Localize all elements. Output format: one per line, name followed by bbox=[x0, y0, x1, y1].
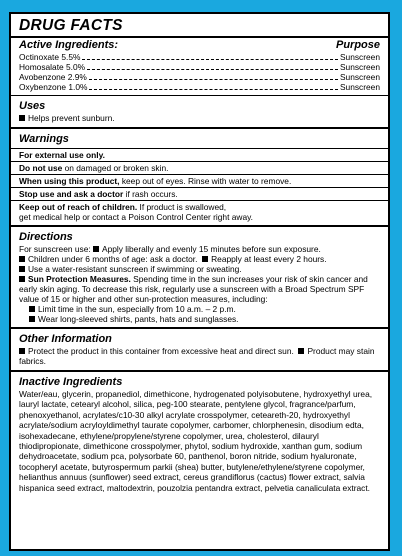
bullet-icon bbox=[29, 316, 35, 322]
active-ingredients-section bbox=[11, 14, 388, 96]
drug-facts-panel bbox=[9, 12, 390, 551]
when-using-warning: When using this product, keep out of eyes. Rinse with water to remove. bbox=[11, 174, 388, 187]
directions-line: Limit time in the sun, especially from 10 a.m. – 2 p.m. bbox=[19, 304, 380, 314]
bullet-icon bbox=[202, 256, 208, 262]
bullet-icon bbox=[19, 256, 25, 262]
active-ingredient-row: Octinoxate 5.5% Sunscreen bbox=[19, 52, 380, 62]
other-information-text: Protect the product in this container from excessive heat and direct sun. Product may stain fabrics. bbox=[19, 346, 375, 366]
bullet-icon bbox=[19, 115, 25, 121]
directions-section bbox=[11, 227, 388, 329]
active-ingredient-row: Oxybenzone 1.0% Sunscreen bbox=[19, 82, 380, 92]
uses-section bbox=[11, 96, 388, 129]
uses-item: Helps prevent sunburn. bbox=[28, 113, 115, 123]
active-ingredients-heading: Active Ingredients: bbox=[19, 39, 119, 51]
stop-use-warning: Stop use and ask a doctor if rash occurs. bbox=[11, 187, 388, 200]
purpose-heading: Purpose bbox=[335, 39, 380, 51]
bullet-icon bbox=[29, 306, 35, 312]
bullet-icon bbox=[93, 246, 99, 252]
bullet-icon bbox=[19, 276, 25, 282]
bullet-icon bbox=[19, 266, 25, 272]
directions-line: Use a water-resistant sunscreen if swimming or sweating. bbox=[19, 264, 380, 274]
sun-protection-measures: Sun Protection Measures. Spending time in the sun increases your risk of skin cancer and early skin aging. To decrease this risk, regularly use a sunscreen with a Broad Spectrum SPF value of 15 or higher and other sun-protection measures, including: bbox=[19, 274, 368, 304]
directions-line: Wear long-sleeved shirts, pants, hats and sunglasses. bbox=[19, 314, 380, 324]
other-information-heading: Other Information bbox=[19, 333, 112, 345]
inactive-ingredients-text: Water/eau, glycerin, propanediol, dimethicone, hydrogenated polyisobutene, hydroxyethyl urea, lauryl lactate, cetearyl alcohol, silica, peg-100 stearate, pentylene glycol, fragrance/parfum, phenoxyethanol, acrylates/c10-30 alkyl acrylate crosspolymer, ceteareth-20, hydroxyethyl acrylate/sodium acryloyldimethyl taurate copolymer, carbomer, chlorphenesin, disodium edta, isohexadecane, ethylene/propylene/styrene copolymer, urea, cholesterol, dilauryl thiodipropionate, dimethicone crosspolymer, phytol, sodium hydroxide, xanthan gum, sodium dehydroacetate, sodium pca, polysorbate 60, panthenol, boron nitride, sodium hyaluronate, tocopheryl acetate, butyrospermum parkii (shea) butter, butylene/ethylene/styrene copolymer, helianthus annuus (sunflower) seed extract, cereus grandiflorus (cactus) flower extract, salvia hispanica seed extract, maltodextrin, pouzolzia pentandra extract, pelvetia canaliculata extract. bbox=[19, 389, 373, 493]
inactive-ingredients-section bbox=[11, 372, 388, 493]
inactive-ingredients-heading: Inactive Ingredients bbox=[19, 376, 123, 388]
external-use-warning: For external use only. bbox=[11, 148, 388, 161]
active-ingredient-row: Homosalate 5.0% Sunscreen bbox=[19, 62, 380, 72]
keep-out-warning: Keep out of reach of children. If product is swallowed, get medical help or contact a Poison Control Center right away. bbox=[11, 200, 388, 223]
warnings-section bbox=[11, 129, 388, 227]
directions-line: For sunscreen use: Apply liberally and evenly 15 minutes before sun exposure. bbox=[19, 244, 321, 254]
drug-facts-title: DRUG FACTS bbox=[11, 14, 388, 38]
bullet-icon bbox=[19, 348, 25, 354]
bullet-icon bbox=[298, 348, 304, 354]
do-not-use-warning: Do not use on damaged or broken skin. bbox=[11, 161, 388, 174]
active-ingredient-row: Avobenzone 2.9% Sunscreen bbox=[19, 72, 380, 82]
other-information-section bbox=[11, 329, 388, 372]
uses-heading: Uses bbox=[19, 100, 46, 112]
directions-heading: Directions bbox=[19, 231, 73, 243]
warnings-heading: Warnings bbox=[19, 133, 69, 145]
directions-line: Children under 6 months of age: ask a doctor. Reapply at least every 2 hours. bbox=[19, 254, 380, 264]
